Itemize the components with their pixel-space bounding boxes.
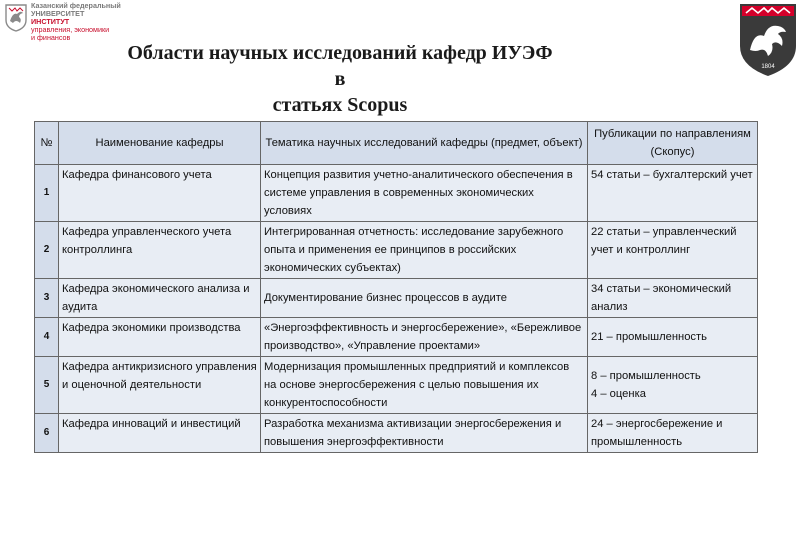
header-topic: Тематика научных исследований кафедры (предмет, объект) — [261, 122, 588, 165]
row-department: Кафедра управленческого учета контроллинга — [59, 222, 261, 279]
title-line1: Области научных исследований кафедр ИУЭФ в — [127, 42, 553, 90]
publications-line: 4 – оценка — [591, 388, 646, 400]
research-areas-table — [34, 121, 758, 453]
kfu-logo — [4, 2, 134, 46]
publications-line: 8 – промышленность — [591, 370, 701, 382]
row-topic: Концепция развития учетно-аналитического обеспечения в системе управления в современных экономических условиях — [261, 165, 588, 222]
kfu-shield-icon — [738, 2, 798, 78]
university-name-line2: УНИВЕРСИТЕТ — [31, 9, 85, 18]
row-publications: 34 статьи – экономический анализ — [588, 279, 758, 318]
row-publications: 24 – энергосбережение и промышленность — [588, 414, 758, 453]
table-row — [35, 357, 758, 414]
row-number: 4 — [35, 318, 59, 357]
row-department: Кафедра финансового учета — [59, 165, 261, 222]
table-row — [35, 222, 758, 279]
row-publications: 22 статьи – управленческий учет и контроллинг — [588, 222, 758, 279]
row-number: 2 — [35, 222, 59, 279]
row-publications: 21 – промышленность — [588, 318, 758, 357]
header-publications: Публикации по направлениям (Скопус) — [588, 122, 758, 165]
row-topic: Интегрированная отчетность: исследование зарубежного опыта и применения ее принципов в российских экономических субъектах) — [261, 222, 588, 279]
row-department: Кафедра экономики производства — [59, 318, 261, 357]
table-row — [35, 318, 758, 357]
row-department: Кафедра антикризисного управления и оценочной деятельности — [59, 357, 261, 414]
row-number: 1 — [35, 165, 59, 222]
header-number: № — [35, 122, 59, 165]
page-title — [120, 40, 560, 118]
university-name-line1: Казанский федеральный — [31, 1, 121, 10]
table-row — [35, 165, 758, 222]
institute-sub-line1: управления, экономики — [31, 25, 110, 34]
row-number: 3 — [35, 279, 59, 318]
row-number: 6 — [35, 414, 59, 453]
row-publications — [588, 357, 758, 414]
row-topic: Разработка механизма активизации энергосбережения и повышения энергоэффективности — [261, 414, 588, 453]
institute-name: ИНСТИТУТ — [31, 17, 70, 26]
kfu-text-block — [31, 2, 136, 42]
row-topic: Модернизация промышленных предприятий и комплексов на основе энергосбережения с целью повышения их конкурентоспособности — [261, 357, 588, 414]
row-topic: «Энергоэффективность и энергосбережение», «Бережливое производство», «Управление проектами» — [261, 318, 588, 357]
table-row — [35, 414, 758, 453]
row-number: 5 — [35, 357, 59, 414]
row-department: Кафедра экономического анализа и аудита — [59, 279, 261, 318]
kfu-emblem-icon — [4, 4, 28, 32]
header-department: Наименование кафедры — [59, 122, 261, 165]
title-line2: статьях Scopus — [272, 94, 408, 116]
table-row — [35, 279, 758, 318]
institute-sub-line2: и финансов — [31, 33, 71, 42]
table-header-row — [35, 122, 758, 165]
shield-year: 1804 — [761, 64, 775, 70]
row-publications: 54 статьи – бухгалтерский учет — [588, 165, 758, 222]
row-department: Кафедра инноваций и инвестиций — [59, 414, 261, 453]
row-topic: Документирование бизнес процессов в аудите — [261, 279, 588, 318]
